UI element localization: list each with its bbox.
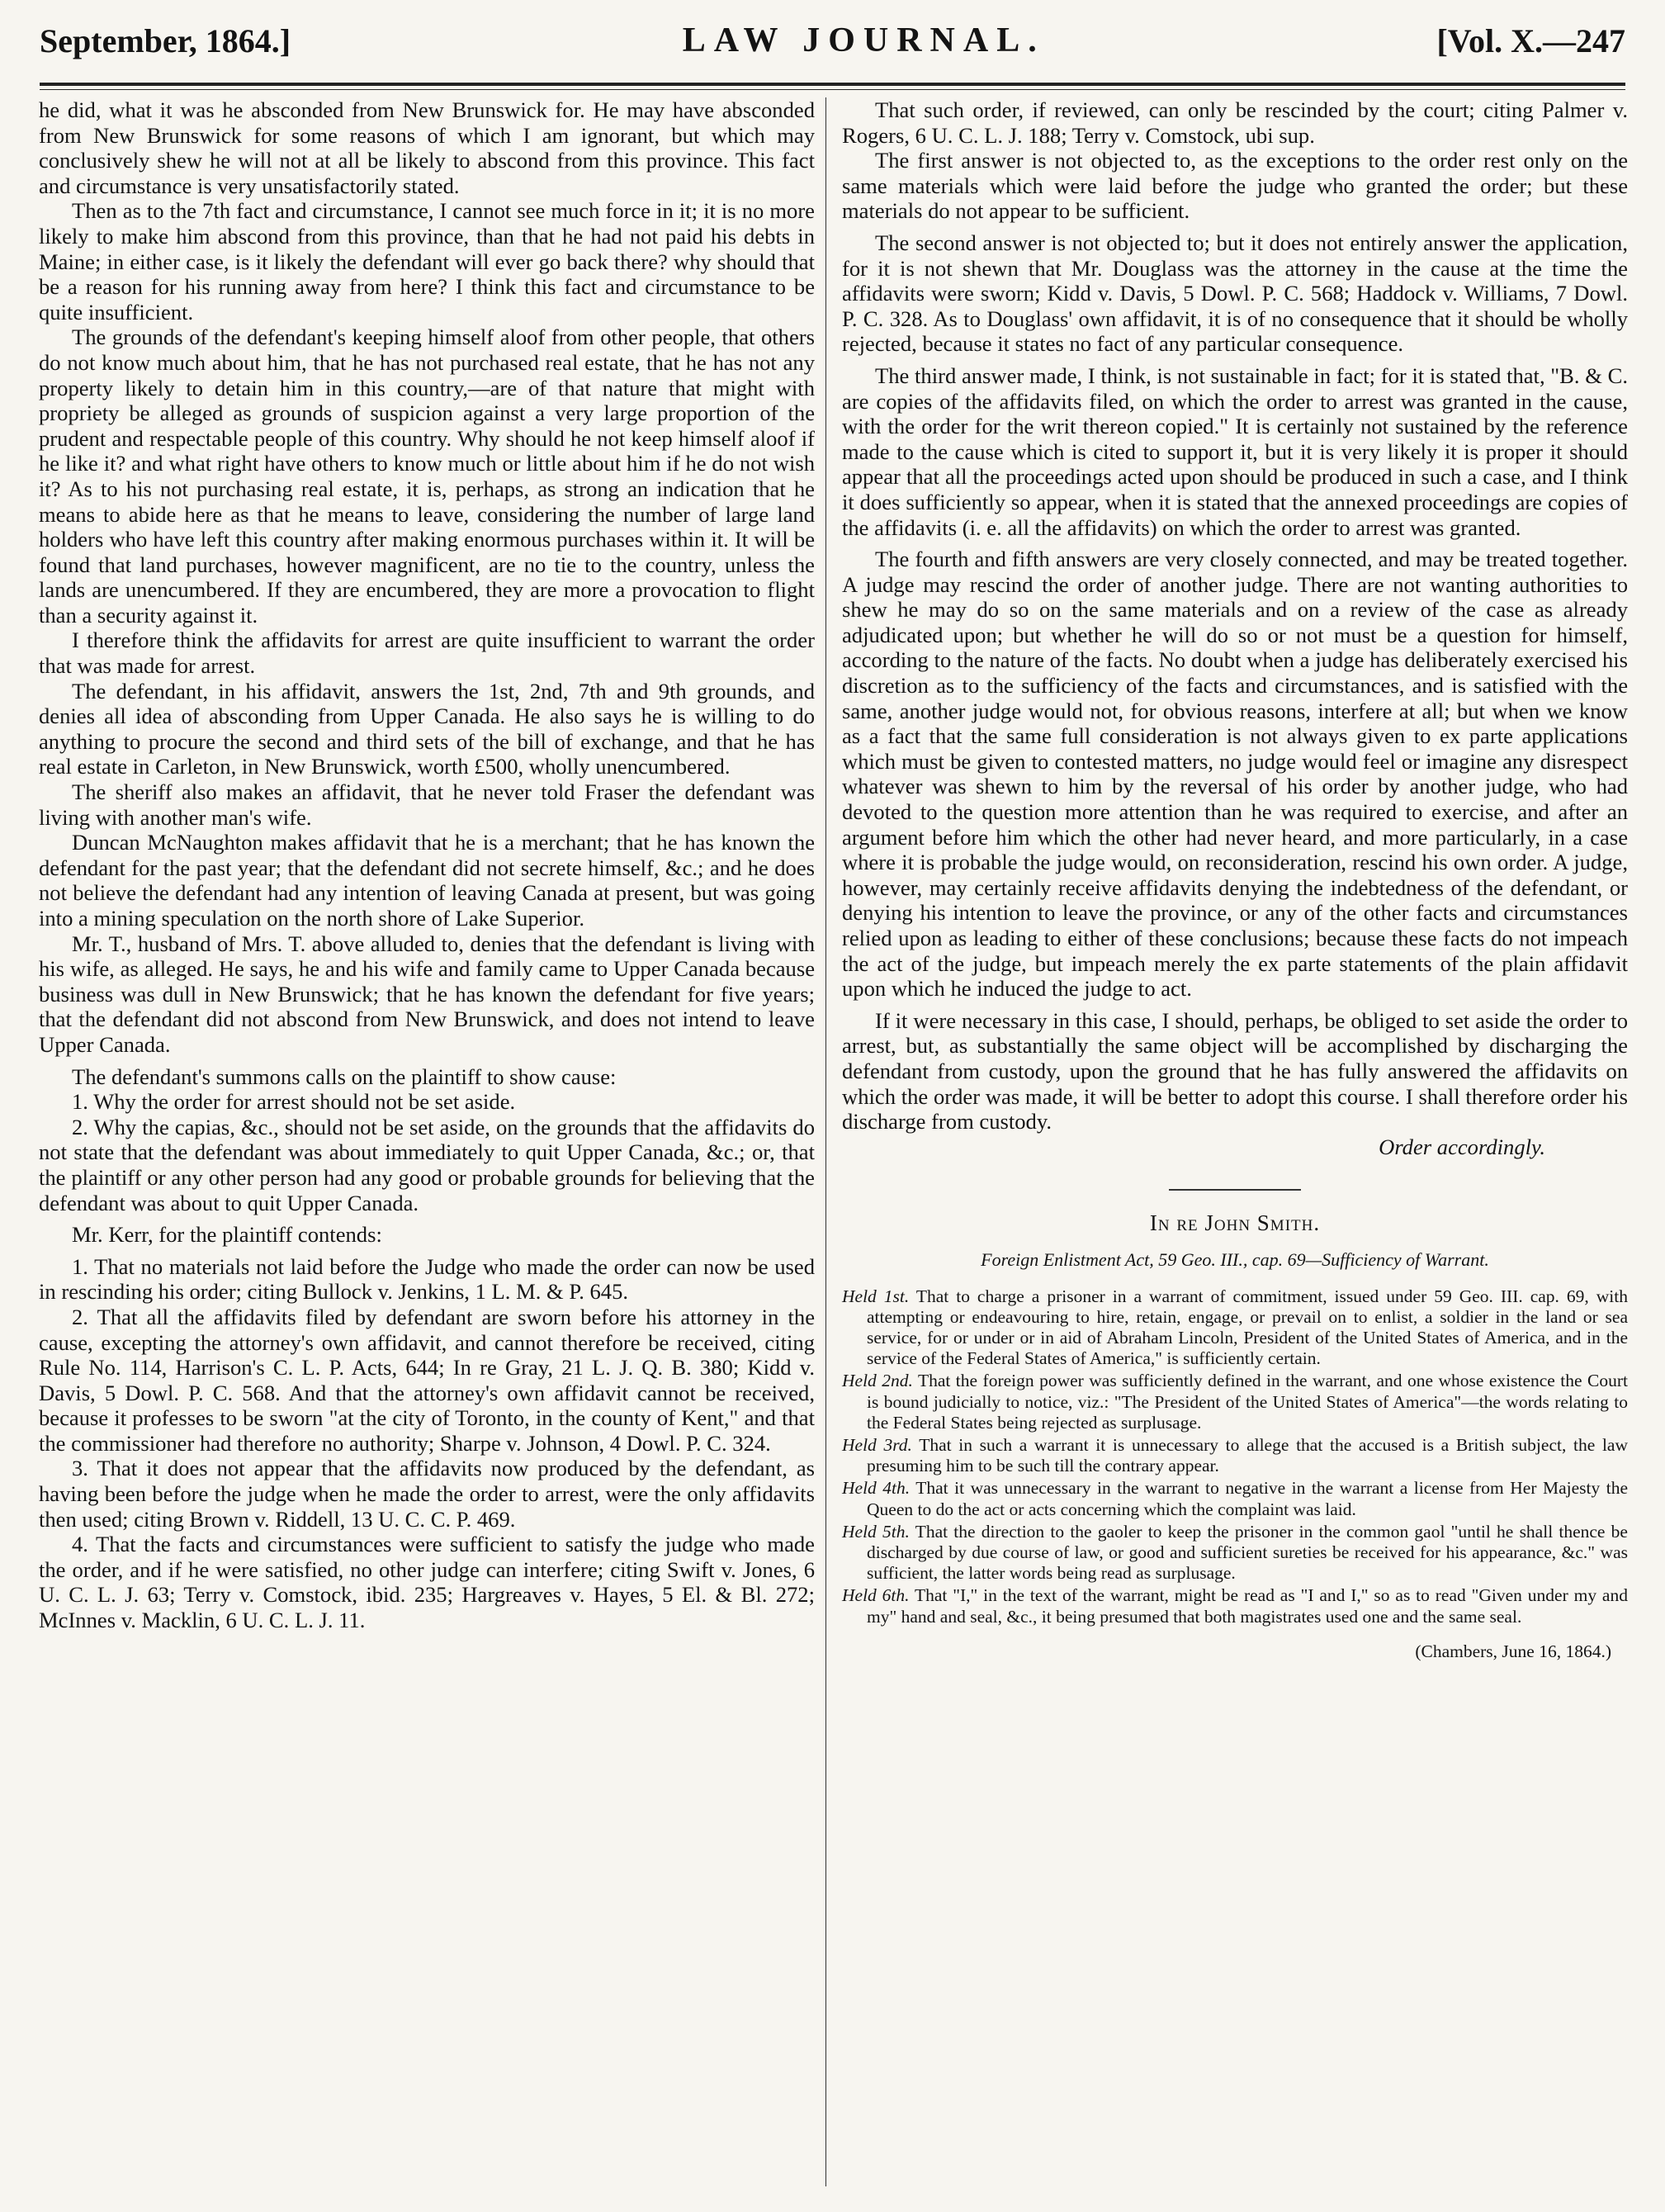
holding-label: Held 6th. [842, 1585, 910, 1606]
paragraph: Mr. Kerr, for the plaintiff contends: [72, 1222, 382, 1248]
holding-text: That to charge a prisoner in a warrant of commitment, issued under 59 Geo. III. cap. 69, with attempting or endeavouring to hire, retain, engage, or prevail on to enlist, a soldier in the land or sea service, for or under or in aid of Abraham Lincoln, President of the United States of America, and in the service of the Federal States of America," is sufficiently certain. [867, 1286, 1628, 1369]
header-volume-page: [Vol. X.—247 [1436, 21, 1625, 59]
holding-label: Held 4th. [842, 1478, 911, 1499]
left-column [39, 97, 815, 1633]
holding-item [842, 1585, 1628, 1627]
paragraph: Mr. T., husband of Mrs. T. above alluded to, denies that the defendant is living with his wife, as alleged. He says, he and his wife and family came to Upper Canada because business was dull in New Brunswick; that he has known the defendant for five years; that the defendant did not abscond from New Brunswick, and does not intend to leave Upper Canada. [39, 931, 815, 1057]
paragraph: The first answer is not objected to, as the exceptions to the order rest only on the same materials which were laid before the judge who granted the order; but these materials do not appear to be sufficient. [842, 148, 1628, 224]
holding-text: That in such a warrant it is unnecessary to allege that the accused is a British subject, the law presuming him to be such till the contrary appear. [867, 1434, 1628, 1476]
paragraph: 1. Why the order for arrest should not be set aside. [72, 1089, 516, 1115]
case-title: In re John Smith. [1149, 1210, 1321, 1236]
running-header [40, 12, 1625, 69]
paragraph: If it were necessary in this case, I should, perhaps, be obliged to set aside the order to arrest, but, as substantially the same object will be accomplished by discharging the defendant from custody, upon the ground that he has fully answered the affidavits on which the order was made, it will be better to adopt this course. I shall therefore order his discharge from custody. [842, 1007, 1628, 1134]
paragraph: The second answer is not objected to; but it does not entirely answer the application, for it is not shewn that Mr. Douglass was the attorney in the cause at the time the affidavits were sworn; Kidd v. Davis, 5 Dowl. P. C. 568; Haddock v. Williams, 7 Dowl. P. C. 328. As to Douglass' own affidavit, it is of no consequence that it should be wholly rejected, because it states no fact of any particular consequence. [842, 230, 1628, 357]
paragraph: The sheriff also makes an affidavit, that he never told Fraser the defendant was living with another man's wife. [39, 779, 815, 830]
headnote-holdings [842, 1286, 1628, 1627]
holding-item [842, 1371, 1628, 1433]
holding-text: That the direction to the gaoler to keep the prisoner in the common gaol "until he shall thence be discharged by due course of law, or good and sufficient sureties be received for his appearance, &c." was sufficient, the latter words being read as surplusage. [867, 1521, 1628, 1584]
paragraph: The defendant's summons calls on the plaintiff to show cause: [72, 1063, 617, 1089]
holding-label: Held 3rd. [842, 1434, 912, 1455]
paragraph: 2. Why the capias, &c., should not be set aside, on the grounds that the affidavits do not state that the defendant was about immediately to quit Upper Canada, &c.; or, that the plaintiff or any other person had any good or probable grounds for believing that the defendant was about to quit Upper Canada. [39, 1114, 815, 1215]
paragraph: Duncan McNaughton makes affidavit that he is a merchant; that he has known the defendant for the past year; that the defendant did not secrete himself, &c.; and he does not believe the defendant had any intention of leaving Canada at present, but was going into a mining speculation on the north shore of Lake Superior. [39, 830, 815, 931]
right-column [842, 97, 1628, 1664]
paragraph: The grounds of the defendant's keeping himself aloof from other people, that others do not know much about him, that he has not purchased real estate, that he has not any property likely to detain him in this country,—are of that nature that might with propriety be alleged as grounds of suspicion against a very large proportion of the prudent and respectable people of this country. Why should he not keep himself aloof if he like it? and what right have others to know much or little about him if he do not wish it? As to his not purchasing real estate, it is, perhaps, as strong an indication that he means to abide here as that he means to leave, considering the number of large land holders who have left this country after making enormous purchases within it. It will be found that land purchases, however magnificent, are no tie to the country, unless the lands are unencumbered. If they are encumbered, they are more a provocation to flight than a security against it. [39, 324, 815, 628]
holding-item [842, 1478, 1628, 1519]
holding-item [842, 1522, 1628, 1584]
holding-text: That the foreign power was sufficiently defined in the warrant, and one whose existence the Court is bound judicially to notice, viz.: "The President of the United States of America"—the words relating to the Federal States being rejected as surplusage. [867, 1371, 1628, 1433]
paragraph: That such order, if reviewed, can only be rescinded by the court; citing Palmer v. Rogers, 6 U. C. L. J. 188; Terry v. Comstock, ubi sup. [842, 97, 1628, 148]
chambers-note: (Chambers, June 16, 1864.) [1415, 1641, 1611, 1661]
paragraph: 2. That all the affidavits filed by defendant are sworn before his attorney in the cause, excepting the attorney's own affidavit, and cannot therefore be received, citing Rule No. 114, Harrison's C. L. P. Acts, 644; In re Gray, 21 L. J. Q. B. 380; Kidd v. Davis, 5 Dowl. P. C. 568. And that the attorney's own affidavit cannot be received, because it professes to be sworn "at the city of Toronto, in the county of Kent," and that the commissioner had therefore no authority; Sharpe v. Johnson, 4 Dowl. P. C. 324. [39, 1304, 815, 1456]
holding-label: Held 2nd. [842, 1371, 913, 1391]
header-date: September, 1864.] [40, 21, 291, 59]
paragraph: 1. That no materials not laid before the Judge who made the order can now be used in rescinding his order; citing Bullock v. Jenkins, 1 L. M. & P. 645. [39, 1253, 815, 1305]
column-divider [825, 97, 826, 2186]
holding-item [842, 1435, 1628, 1476]
paragraph: The third answer made, I think, is not sustainable in fact; for it is stated that, "B. & C. are copies of the affidavits filed, on which the order to arrest was granted in the cause, with the order for the writ thereon copied." It is certainly not sustained by the reference made to the cause which is cited to support it, but it is very likely it is proper it should appear that all the proceedings acted upon should be produced in such a case, and I think it does sufficiently so appear, when it is stated that the annexed proceedings are copies of the affidavits (i. e. all the affidavits) on which the order to arrest was granted. [842, 362, 1628, 540]
header-rule-thin [40, 89, 1625, 90]
paragraph: Then as to the 7th fact and circumstance, I cannot see much force in it; it is no more likely to make him abscond from this province, than that he had not paid his debts in Maine; in either case, is it likely the defendant will ever go back there? why should that be a reason for his running away from here? I think this fact and circumstance to be quite insufficient. [39, 198, 815, 324]
paragraph: 4. That the facts and circumstances were sufficient to satisfy the judge who made the order, and if he were satisfied, no other judge can interfere; citing Swift v. Jones, 6 U. C. L. J. 63; Terry v. Comstock, ibid. 235; Hargreaves v. Hayes, 5 El. & Bl. 272; McInnes v. Macklin, 6 U. C. L. J. 11. [39, 1532, 815, 1633]
holding-label: Held 1st. [842, 1286, 910, 1306]
header-rule-thick [40, 83, 1625, 86]
order-accordingly: Order accordingly. [1379, 1134, 1545, 1159]
paragraph: 3. That it does not appear that the affidavits now produced by the defendant, as having been before the judge when he made the order to arrest, were the only affidavits then used; citing Brown v. Riddell, 13 U. C. C. P. 469. [39, 1456, 815, 1532]
paragraph: The fourth and fifth answers are very closely connected, and may be treated together. A judge may rescind the order of another judge. There are not wanting authorities to shew he may do so on the same materials and on a review of the case as already adjudicated upon; but whether he will do so or not must be a question for himself, according to the nature of the facts. No doubt when a judge has deliberately exercised his discretion as to the sufficiency of the facts and circumstances, and is satisfied with the same, another judge would not, for obvious reasons, interfere at all; but when we know as a fact that the same full consideration is not always given to ex parte applications which must be given to contested matters, no judge would feel or imagine any disrespect whatever was shewn to him by the reversal of his order by another judge, who had devoted to the question more attention than he was required to exercise, and after an argument before him which the other had never heard, and more particularly, in a case where it is probable the judge would, on reconsideration, rescind his own order. A judge, however, may certainly receive affidavits denying the indebtedness of the defendant, or denying his intention to leave the province, or any of the other facts and circumstances relied upon as leading to either of these conclusions; because these facts do not impeach the act of the judge, but impeach merely the ex parte statements of the plain affidavit upon which he induced the judge to act. [842, 547, 1628, 1002]
section-separator [1169, 1189, 1301, 1191]
holding-text: That it was unnecessary in the warrant to negative in the warrant a license from Her Majesty the Queen to do the act or acts concerning which the complaint was laid. [867, 1478, 1628, 1519]
journal-title: LAW JOURNAL. [682, 21, 1045, 59]
case-subtitle: Foreign Enlistment Act, 59 Geo. III., cap. 69—Sufficiency of Warrant. [981, 1248, 1489, 1270]
paragraph: The defendant, in his affidavit, answers the 1st, 2nd, 7th and 9th grounds, and denies all idea of absconding from Upper Canada. He also says he is willing to do anything to procure the second and third sets of the bill of exchange, and that he has real estate in Carleton, in New Brunswick, worth £500, wholly unencumbered. [39, 678, 815, 779]
paragraph: I therefore think the affidavits for arrest are quite insufficient to warrant the order that was made for arrest. [39, 628, 815, 679]
holding-text: That "I," in the text of the warrant, might be read as "I and I," so as to read "Given under my and my" hand and seal, &c., it being presumed that both magistrates used one and the same seal. [867, 1585, 1628, 1627]
paragraph: he did, what it was he absconded from New Brunswick for. He may have absconded from New Brunswick for some reasons of which I am ignorant, but which may conclusively shew he will not at all be likely to abscond from this province. This fact and circumstance is very unsatisfactorily stated. [39, 97, 815, 198]
holding-label: Held 5th. [842, 1521, 910, 1542]
holding-item [842, 1286, 1628, 1370]
